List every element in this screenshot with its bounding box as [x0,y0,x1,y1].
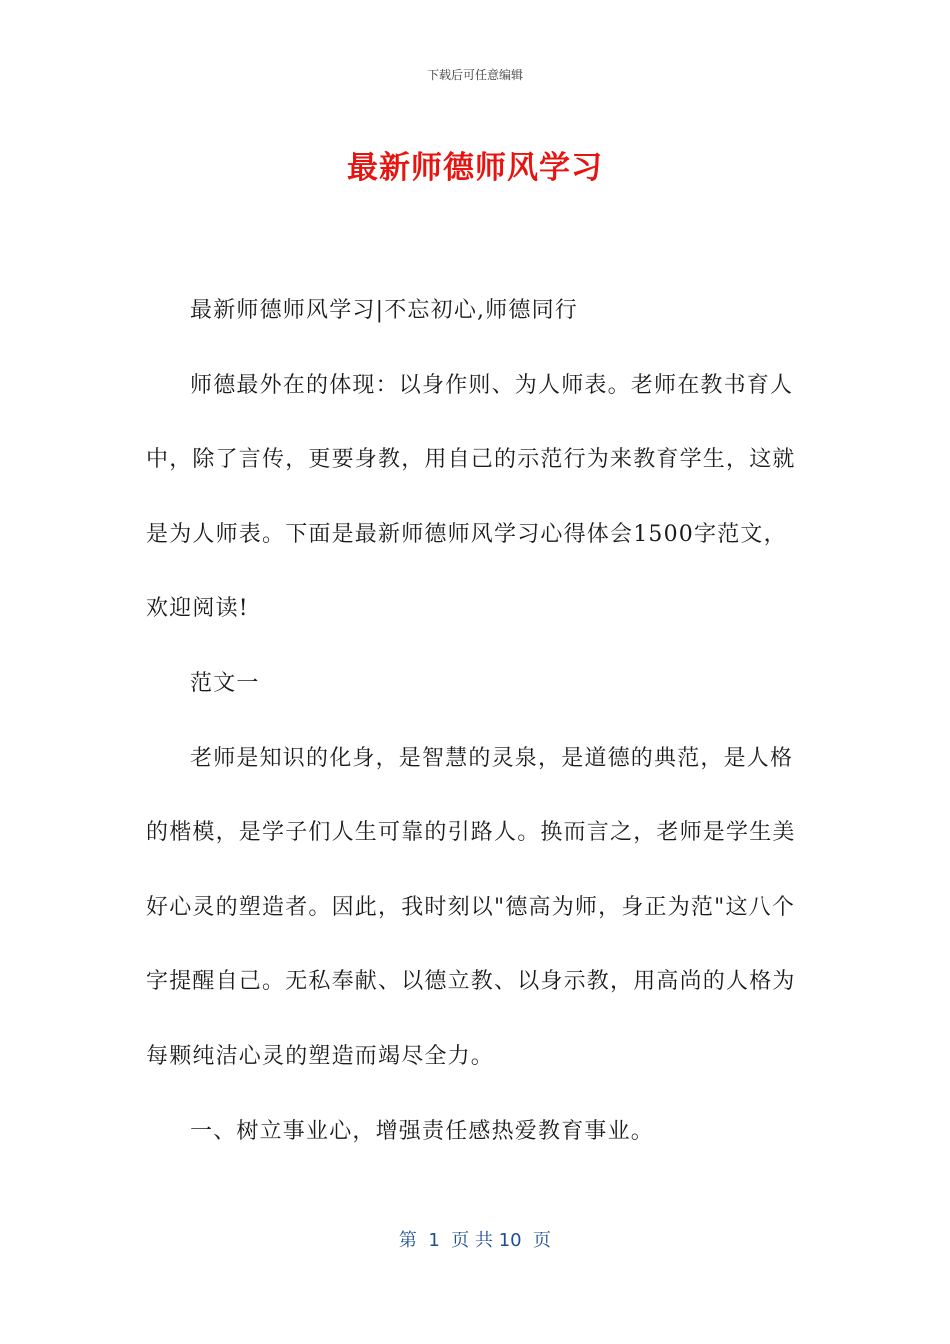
paragraph-section-heading: 范文一 [190,670,260,696]
paragraph-subtitle: 最新师德师风学习|不忘初心,师德同行 [190,298,579,323]
paragraph-intro: 师德最外在的体现：以身作则、为人师表。老师在教书育人中，除了言传，更要身教，用自己的示范行为来教育学生，这就是为人师表。下面是最新师德师风学习心得体会1500字范文，欢迎阅读! [146,372,796,622]
paragraph-point-one: 一、树立事业心，增强责任感热爱教育事业。 [190,1118,655,1144]
document-body [146,274,806,1169]
paragraph-body: 老师是知识的化身，是智慧的灵泉，是道德的典范，是人格的楷模，是学子们人生可靠的引路人。换而言之，老师是学生美好心灵的塑造者。因此，我时刻以"德高为师，身正为范"这八个字提醒自己。无私奉献、以德立教、以身示教，用高尚的人格为每颗纯洁心灵的塑造而竭尽全力。 [146,745,796,1069]
header-note: 下载后可任意编辑 [426,68,523,82]
page-number-footer [0,1226,950,1252]
document-title: 最新师德师风学习 [347,150,603,186]
page-number-text: 第 1 页 共 10 页 [398,1230,552,1251]
